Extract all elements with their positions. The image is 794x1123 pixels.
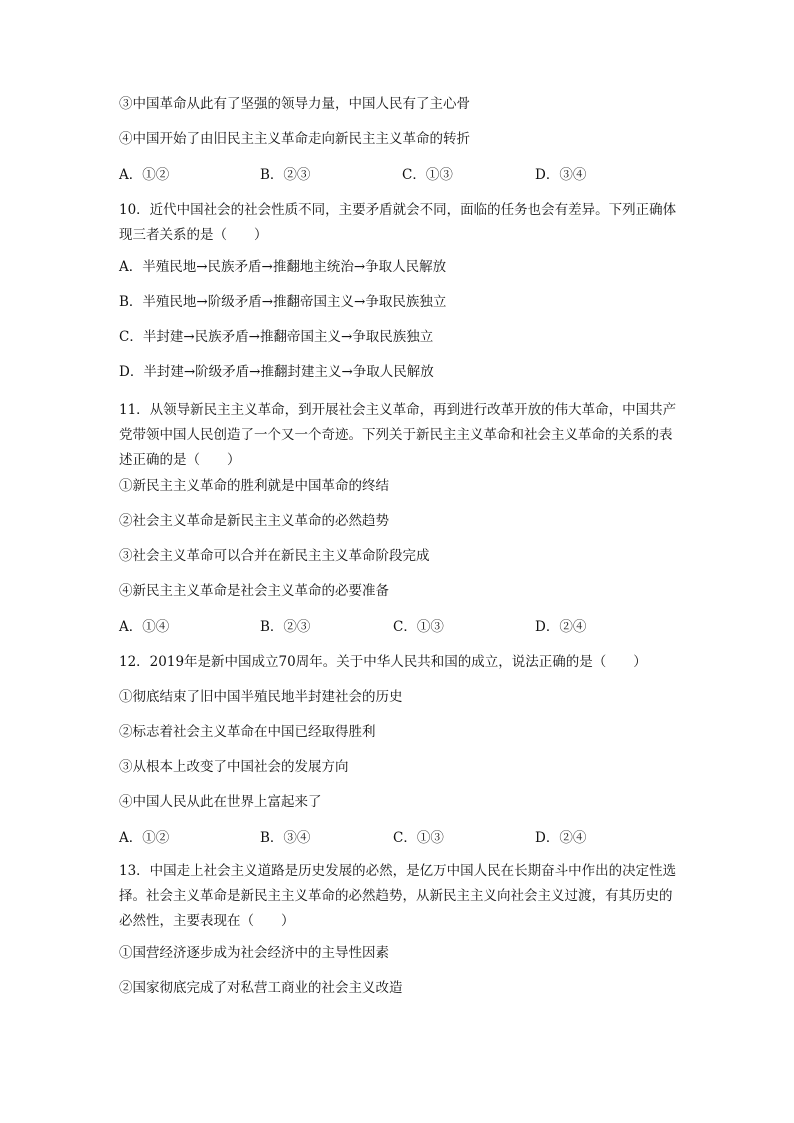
q12-statement-2: ②标志着社会主义革命在中国已经取得胜利 <box>119 724 376 740</box>
q11-stem: 11．从领导新民主主义革命，到开展社会主义革命，再到进行改革开放的伟大革命，中国共产党带领中国人民创造了一个又一个奇迹。下列关于新民主主义革命和社会主义革命的关系的表述正确的是（ ） <box>119 402 677 468</box>
q9-option-b[interactable]: B．②③ <box>260 167 311 183</box>
q12-statement-4: ④中国人民从此在世界上富起来了 <box>119 794 322 810</box>
q12-option-a[interactable]: A．①② <box>119 830 170 846</box>
q9-option-a[interactable]: A．①② <box>119 167 170 183</box>
q11-options <box>119 617 679 637</box>
q12-stem: 12．2019年是新中国成立70周年。关于中华人民共和国的成立，说法正确的是（ ） <box>119 654 647 670</box>
q11-option-a[interactable]: A．①④ <box>119 619 170 635</box>
q9-statement-3: ③中国革命从此有了坚强的领导力量，中国人民有了主心骨 <box>119 96 470 112</box>
q10-option-b[interactable]: B．半殖民地→阶级矛盾→推翻帝国主义→争取民族独立 <box>119 294 447 310</box>
q9-options <box>119 165 679 185</box>
q13-stem: 13．中国走上社会主义道路是历史发展的必然，是亿万中国人民在长期奋斗中作出的决定性选择。社会主义革命是新民主主义革命的必然趋势，从新民主主义向社会主义过渡，有其历史的必然性，主要表现在（ ） <box>119 863 677 929</box>
q11-statement-1: ①新民主主义革命的胜利就是中国革命的终结 <box>119 478 389 494</box>
q13-statement-1: ①国营经济逐步成为社会经济中的主导性因素 <box>119 945 389 961</box>
q12-options <box>119 828 679 848</box>
q12-option-c[interactable]: C．①③ <box>393 830 444 846</box>
q11-option-d[interactable]: D．②④ <box>535 619 587 635</box>
q10-option-c[interactable]: C．半封建→民族矛盾→推翻帝国主义→争取民族独立 <box>119 329 434 345</box>
q12-statement-3: ③从根本上改变了中国社会的发展方向 <box>119 759 349 775</box>
q9-option-c[interactable]: C．①③ <box>402 167 453 183</box>
q11-statement-3: ③社会主义革命可以合并在新民主主义革命阶段完成 <box>119 548 430 564</box>
q11-statement-2: ②社会主义革命是新民主主义革命的必然趋势 <box>119 513 389 529</box>
q11-option-b[interactable]: B．②③ <box>260 619 311 635</box>
q11-option-c[interactable]: C．①③ <box>393 619 444 635</box>
q12-option-b[interactable]: B．③④ <box>260 830 311 846</box>
q13-statement-2: ②国家彻底完成了对私营工商业的社会主义改造 <box>119 980 403 996</box>
q12-option-d[interactable]: D．②④ <box>535 830 587 846</box>
q10-stem: 10．近代中国社会的社会性质不同，主要矛盾就会不同，面临的任务也会有差异。下列正确体现三者关系的是（ ） <box>119 202 677 243</box>
q10-option-a[interactable]: A．半殖民地→民族矛盾→推翻地主统治→争取人民解放 <box>119 259 447 275</box>
q12-statement-1: ①彻底结束了旧中国半殖民地半封建社会的历史 <box>119 689 403 705</box>
q9-statement-4: ④中国开始了由旧民主主义革命走向新民主主义革命的转折 <box>119 131 470 147</box>
q11-statement-4: ④新民主主义革命是社会主义革命的必要准备 <box>119 583 389 599</box>
q10-option-d[interactable]: D．半封建→阶级矛盾→推翻封建主义→争取人民解放 <box>119 364 434 380</box>
q9-option-d[interactable]: D．③④ <box>535 167 587 183</box>
